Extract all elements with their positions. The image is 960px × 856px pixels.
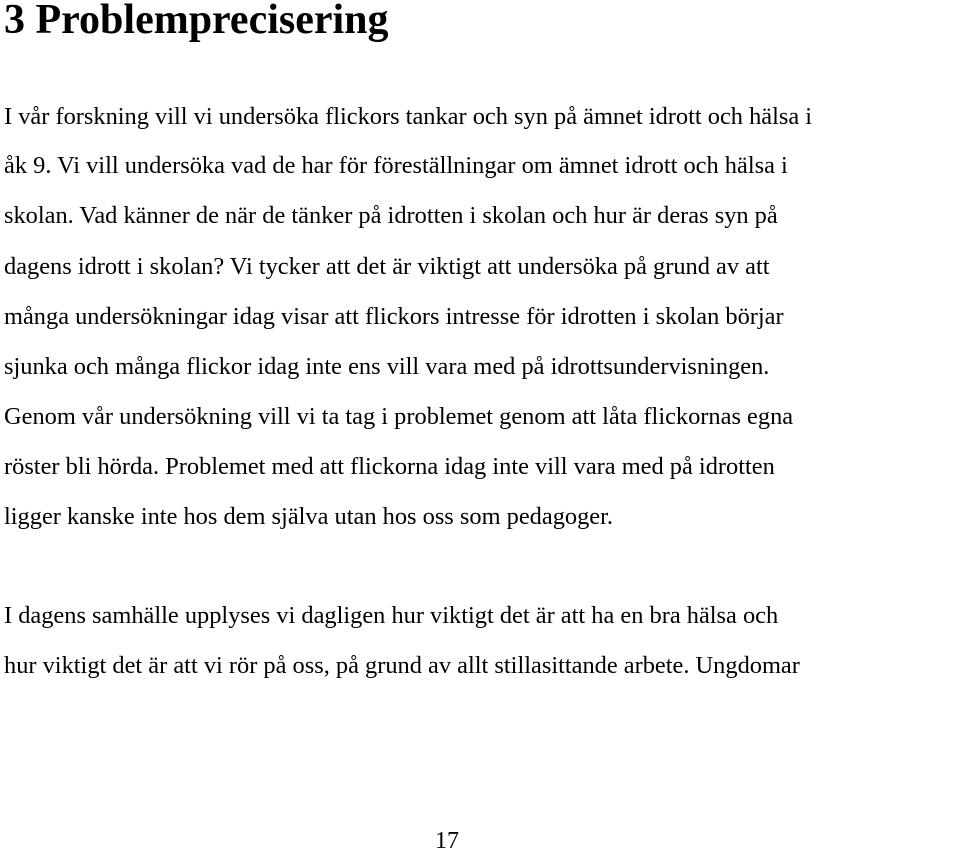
paragraph-1-line-6: sjunka och många flickor idag inte ens vill vara med på idrottsundervisningen.: [4, 353, 770, 380]
paragraph-2-line-2: hur viktigt det är att vi rör på oss, på grund av allt stillasittande arbete. Ungdomar: [4, 652, 800, 679]
paragraph-1-line-1: I vår forskning vill vi undersöka flickors tankar och syn på ämnet idrott och hälsa i: [4, 103, 813, 130]
paragraph-2-line-1: I dagens samhälle upplyses vi dagligen hur viktigt det är att ha en bra hälsa och: [4, 602, 779, 629]
paragraph-1-line-3: skolan. Vad känner de när de tänker på idrotten i skolan och hur är deras syn på: [4, 202, 778, 229]
page-number: 17: [435, 828, 459, 854]
paragraph-1-line-8: röster bli hörda. Problemet med att flickorna idag inte vill vara med på idrotten: [4, 453, 775, 480]
paragraph-1-line-4: dagens idrott i skolan? Vi tycker att det är viktigt att undersöka på grund av att: [4, 253, 770, 280]
paragraph-1-line-2: åk 9. Vi vill undersöka vad de har för föreställningar om ämnet idrott och hälsa i: [4, 152, 788, 179]
section-heading: 3 Problemprecisering: [4, 0, 389, 43]
paragraph-1-line-5: många undersökningar idag visar att flickors intresse för idrotten i skolan börjar: [4, 303, 784, 330]
paragraph-1-line-7: Genom vår undersökning vill vi ta tag i problemet genom att låta flickornas egna: [4, 403, 794, 430]
paragraph-1-line-9: ligger kanske inte hos dem själva utan hos oss som pedagoger.: [4, 503, 613, 530]
